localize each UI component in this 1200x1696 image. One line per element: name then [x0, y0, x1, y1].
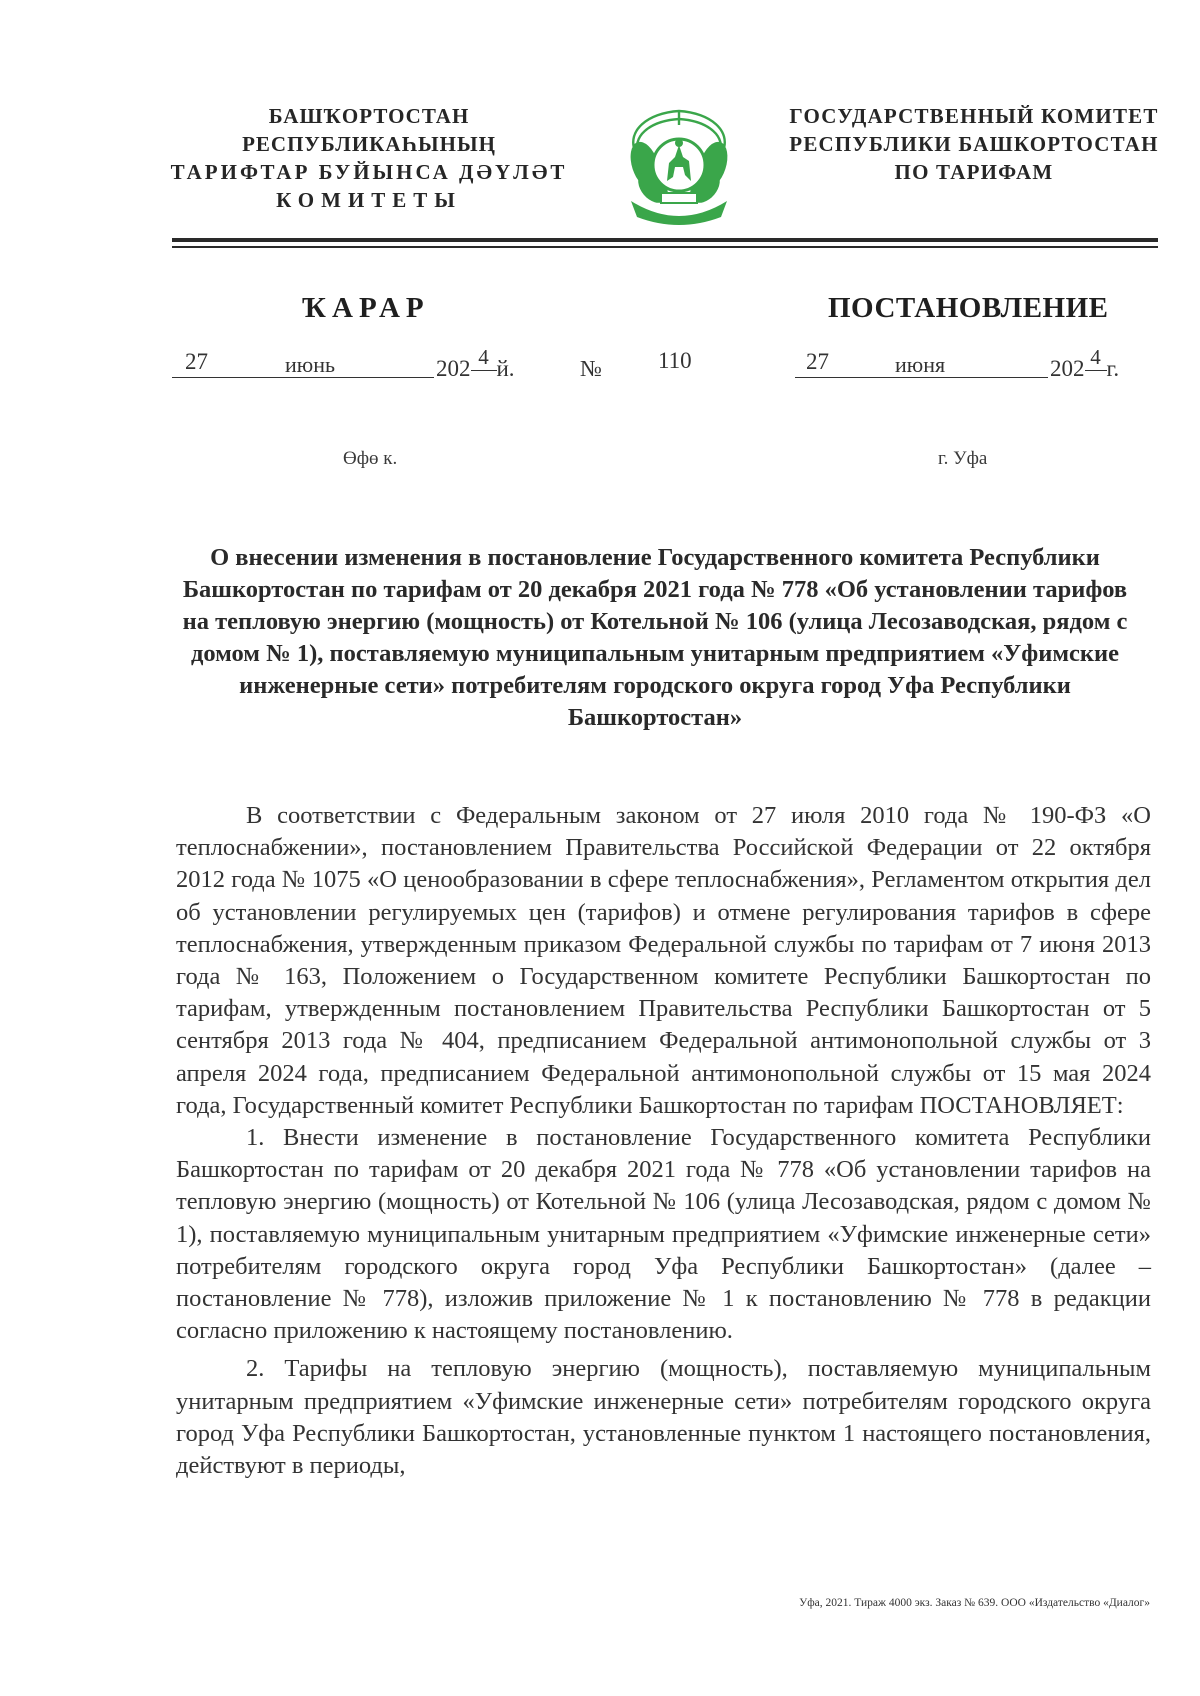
date-right-year-suffix: г. — [1106, 356, 1120, 381]
body-paragraph-preamble: В соответствии с Федеральным законом от 27 июля 2010 года № 190-ФЗ «О теплоснабжении», постановлением Правительства Российской Федерации от 22 октября 2012 года № 1075 «О ценообразовании в сфере теплоснабжения», Регламентом открытия дел об установлении регулируемых цен (тарифов) и отмене регулирования тарифов в сфере теплоснабжения, утвержденным приказом Федеральной службы по тарифам от 7 июня 2013 года № 163, Положением о Государственном комитете Республики Башкортостан по тарифам, утвержденным постановлением Правительства Республики Башкортостан от 5 сентября 2013 года № 404, предписанием Федеральной антимонопольной службы от 3 апреля 2024 года, предписанием Федеральной антимонопольной службы от 15 мая 2024 года, Государственный комитет Республики Башкортостан по тарифам ПОСТАНОВЛЯЕТ: — [176, 802, 1151, 1119]
number-sign: № — [580, 356, 602, 381]
header-right — [778, 102, 1170, 186]
date-left-year-digit: 4 — [471, 345, 497, 371]
date-left-month: июнь — [285, 352, 336, 377]
bashkortostan-coat-of-arms-icon — [617, 105, 741, 232]
date-right-year — [1050, 345, 1120, 383]
date-left-year-prefix: 202 — [436, 356, 471, 381]
document-body — [176, 800, 1151, 1482]
header-left-line-2: ТАРИФТАР БУЙЫНСА ДӘҮЛӘТ — [170, 160, 568, 184]
header-right-line-1: ГОСУДАРСТВЕННЫЙ КОМИТЕТ — [789, 104, 1159, 128]
header-divider-thin — [172, 246, 1158, 248]
header-left-line-1: БАШҠОРТОСТАН РЕСПУБЛИКАҺЫНЫҢ — [242, 104, 496, 156]
document-title: О внесении изменения в постановление Государственного комитета Республики Башкортостан по тарифам от 20 декабря 2021 года № 778 «Об установлении тарифов на тепловую энергию (мощность) от Котельной № 106 (улица Лесозаводская, рядом с домом № 1), поставляемую муниципальным унитарным предприятием «Уфимские инженерные сети» потребителям городского округа город Уфа Республики Башкортостан» — [182, 544, 1128, 731]
body-paragraph-item-1: 1. Внести изменение в постановление Государственного комитета Республики Башкортостан по тарифам от 20 декабря 2021 года № 778 «Об установлении тарифов на тепловую энергию (мощность) от Котельной № 106 (улица Лесозаводская, рядом с домом № 1), поставляемую муниципальным унитарным предприятием «Уфимские инженерные сети» потребителям городского округа город Уфа Республики Башкортостан» (далее – постановление № 778), изложив приложение № 1 к постановлению № 778 в редакции согласно приложению к настоящему постановлению. — [176, 1124, 1151, 1345]
place-russian: г. Уфа — [938, 448, 988, 469]
place-bashkir: Өфө к. — [343, 448, 398, 469]
date-left-year — [436, 345, 515, 383]
document-number: 110 — [658, 348, 692, 373]
date-right-year-prefix: 202 — [1050, 356, 1085, 381]
header-left — [160, 102, 578, 214]
doc-type-bashkir: ҠАРАР — [302, 292, 430, 324]
header-right-line-2: РЕСПУБЛИКИ БАШКОРТОСТАН — [789, 132, 1159, 156]
header-left-line-3: КОМИТЕТЫ — [276, 188, 462, 212]
date-left-day: 27 — [185, 349, 208, 374]
date-right-month: июня — [895, 352, 946, 377]
print-imprint: Уфа, 2021. Тираж 4000 экз. Заказ № 639. ООО «Издательство «Диалог» — [799, 1597, 1150, 1609]
date-right-day: 27 — [806, 349, 829, 374]
date-right-year-digit: 4 — [1085, 345, 1107, 371]
body-paragraph-item-2: 2. Тарифы на тепловую энергию (мощность), поставляемую муниципальным унитарным предприятием «Уфимские инженерные сети» потребителям городского округа город Уфа Республики Башкортостан, установленные пунктом 1 настоящего постановления, действуют в периоды, — [176, 1355, 1151, 1480]
date-left-year-suffix: й. — [496, 356, 515, 381]
header-divider-thick — [172, 238, 1158, 242]
header-right-line-3: ПО ТАРИФАМ — [894, 160, 1054, 184]
doc-type-russian: ПОСТАНОВЛЕНИЕ — [828, 292, 1109, 324]
